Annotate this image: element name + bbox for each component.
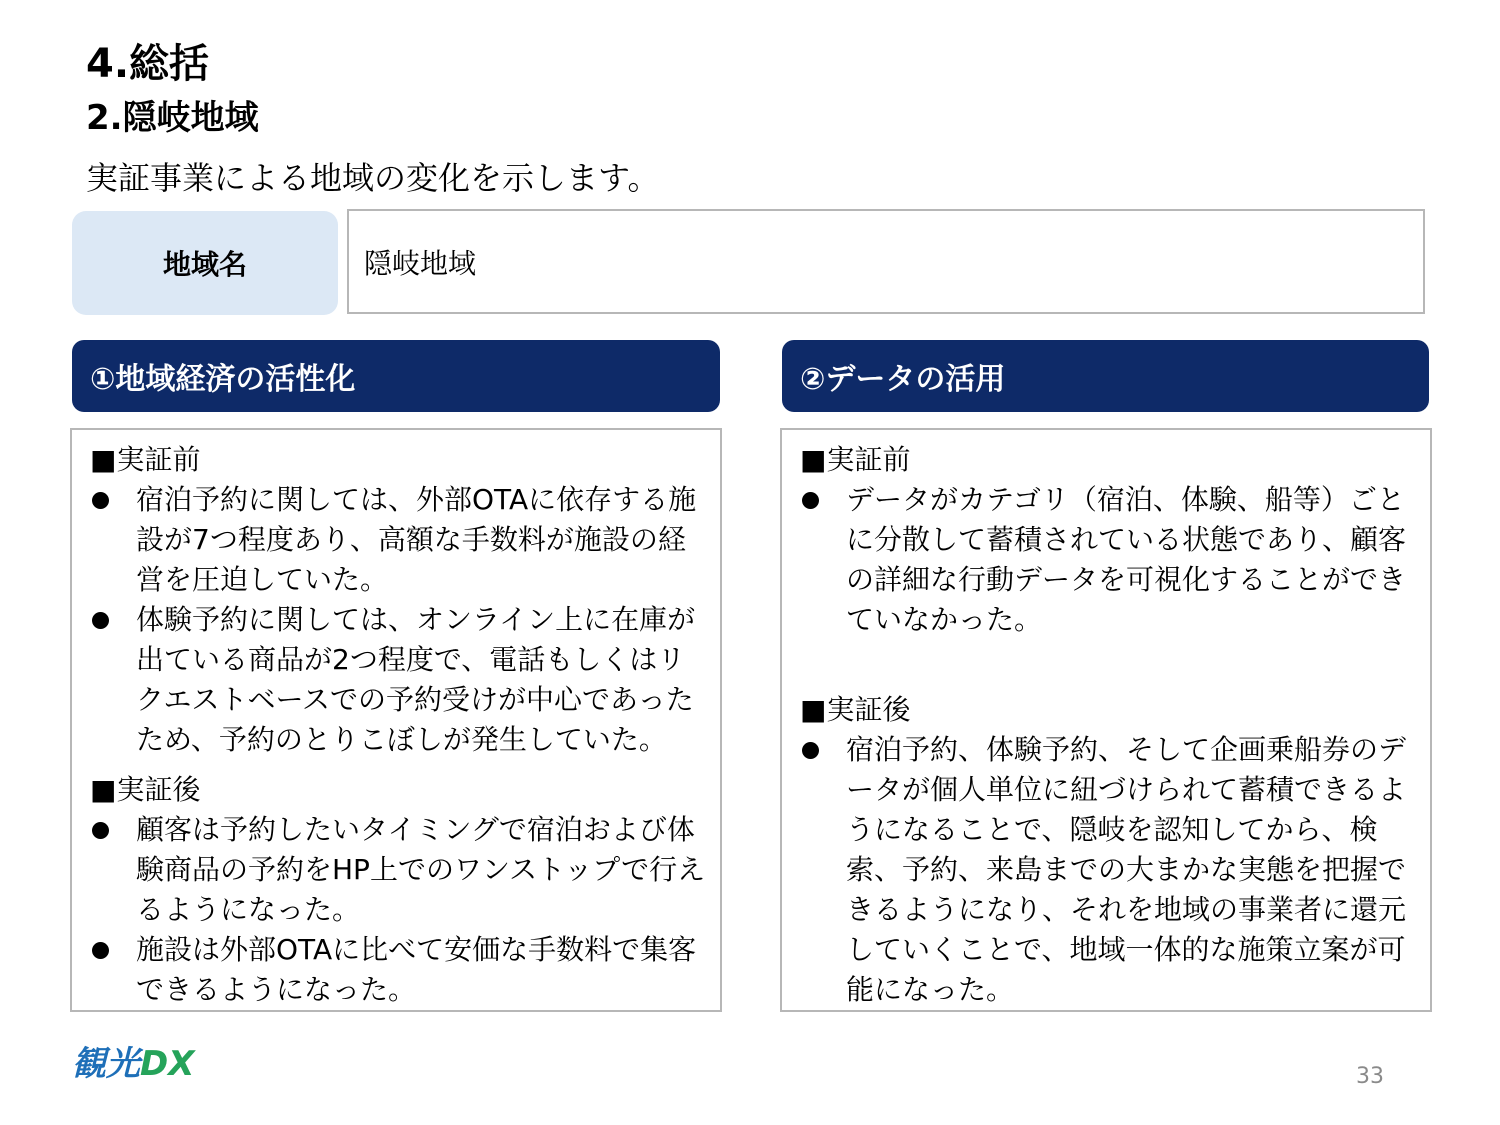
kanko-dx-logo: 観光DX [72,1044,195,1084]
section-box-economy [70,428,722,1012]
bullet-icon [92,612,109,629]
page-title: 4.総括 [86,41,210,87]
region-name-label: 地域名 [72,211,338,315]
before-label: ■実証前 [90,443,201,476]
list-item: 宿泊予約に関しては、外部OTAに依存する施設が7つ程度あり、高額な手数料が施設の経営を圧迫していた。 [90,480,710,600]
list-item: 施設は外部OTAに比べて安価な手数料で集客できるようになった。 [90,930,710,1010]
region-name-value: 隠岐地域 [347,209,1425,314]
before-label: ■実証前 [800,443,911,476]
before-list [800,480,1420,640]
list-item: データがカテゴリ（宿泊、体験、船等）ごとに分散して蓄積されている状態であり、顧客の詳細な行動データを可視化することができていなかった。 [800,480,1420,640]
after-label: ■実証後 [90,773,201,806]
after-list [90,810,710,1010]
list-item: 顧客は予約したいタイミングで宿泊および体験商品の予約をHP上でのワンストップで行えるようになった。 [90,810,710,930]
list-item: 体験予約に関しては、オンライン上に在庫が出ている商品が2つ程度で、電話もしくはリクエストベースでの予約受けが中心であったため、予約のとりこぼしが発生していた。 [90,600,710,760]
intro-text: 実証事業による地域の変化を示します。 [86,159,660,197]
bullet-icon [802,492,819,509]
page-subtitle: 2.隠岐地域 [86,98,259,138]
after-list [800,730,1420,1010]
page-number: 33 [1356,1064,1384,1089]
list-item: 宿泊予約、体験予約、そして企画乗船券のデータが個人単位に紐づけられて蓄積できるようになることで、隠岐を認知してから、検索、予約、来島までの大まかな実態を把握できるようになり、それを地域の事業者に還元していくことで、地域一体的な施策立案が可能になった。 [800,730,1420,1010]
bullet-icon [802,742,819,759]
bullet-icon [92,942,109,959]
before-list [90,480,710,760]
bullet-icon [92,822,109,839]
section-box-data [780,428,1432,1012]
bullet-icon [92,492,109,509]
section-header-economy: ①地域経済の活性化 [72,340,720,412]
after-label: ■実証後 [800,693,911,726]
section-header-data: ②データの活用 [782,340,1429,412]
